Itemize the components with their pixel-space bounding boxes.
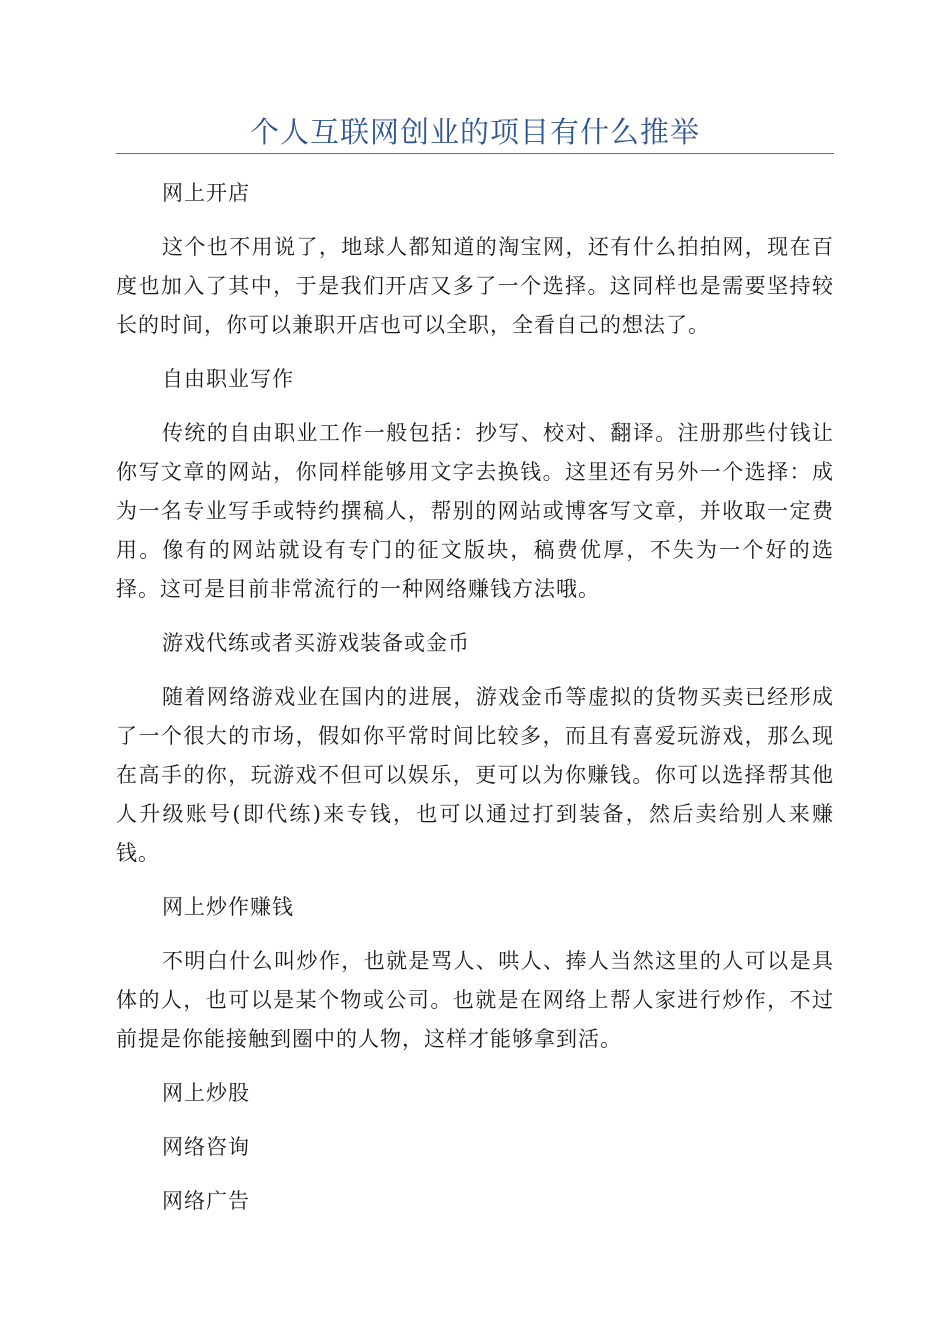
- section-paragraph-online-hype: 不明白什么叫炒作，也就是骂人、哄人、捧人当然这里的人可以是具体的人，也可以是某个物或公司。也就是在网络上帮人家进行炒作，不过前提是你能接触到圈中的人物，这样才能够拿到活。: [116, 949, 834, 1051]
- title-underline: [116, 153, 834, 154]
- section-paragraph-freelance-writing: 传统的自由职业工作一般包括：抄写、校对、翻译。注册那些付钱让你写文章的网站，你同样能够用文字去换钱。这里还有另外一个选择：成为一名专业写手或特约撰稿人，帮别的网站或博客写文章，并收取一定费用。像有的网站就设有专门的征文版块，稿费优厚，不失为一个好的选择。这可是目前非常流行的一种网络赚钱方法哦。: [116, 421, 834, 601]
- document-body: [116, 174, 834, 1236]
- section-heading-online-advertising: 网络广告: [162, 1189, 250, 1213]
- section-paragraph-game-leveling: 随着网络游戏业在国内的进展，游戏金币等虚拟的货物买卖已经形成了一个很大的市场，假如你平常时间比较多，而且有喜爱玩游戏，那么现在高手的你，玩游戏不但可以娱乐，更可以为你赚钱。你可以选择帮其他人升级账号(即代练)来专钱，也可以通过打到装备，然后卖给别人来赚钱。: [116, 685, 834, 865]
- section-paragraph-online-shop: 这个也不用说了，地球人都知道的淘宝网，还有什么拍拍网，现在百度也加入了其中，于是我们开店又多了一个选择。这同样也是需要坚持较长的时间，你可以兼职开店也可以全职，全看自己的想法了。: [116, 235, 834, 337]
- section-heading-game-leveling: 游戏代练或者买游戏装备或金币: [162, 631, 470, 655]
- section-heading-online-hype: 网上炒作赚钱: [162, 895, 294, 919]
- section-heading-online-shop: 网上开店: [162, 181, 250, 205]
- section-heading-stock-trading: 网上炒股: [162, 1081, 250, 1105]
- section-heading-freelance-writing: 自由职业写作: [162, 367, 294, 391]
- section-heading-online-consulting: 网络咨询: [162, 1135, 250, 1159]
- document-title: 个人互联网创业的项目有什么推举: [249, 115, 700, 149]
